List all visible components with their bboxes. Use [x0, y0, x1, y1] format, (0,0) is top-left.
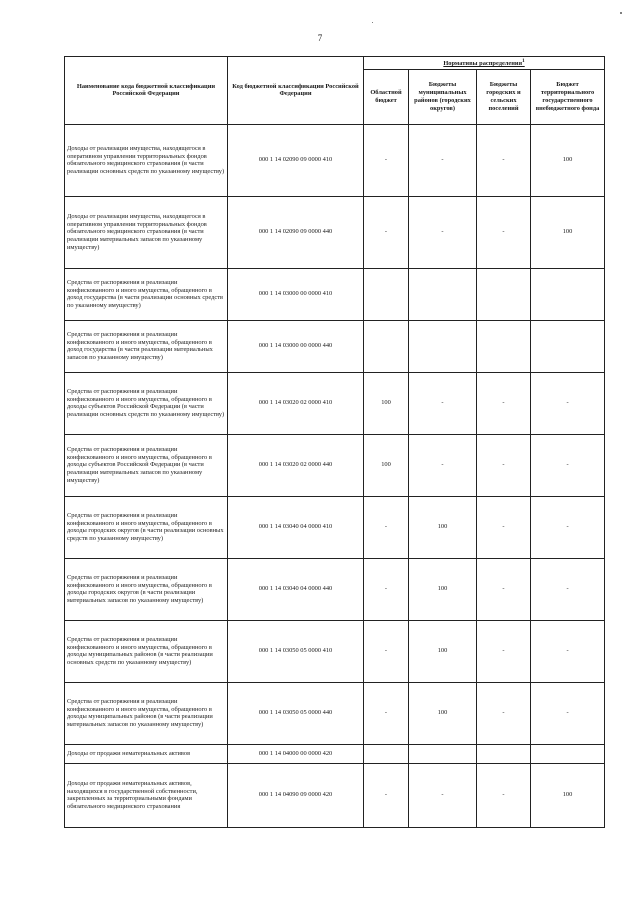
row-settlements: -	[477, 372, 531, 434]
row-code: 000 1 14 03000 00 0000 410	[228, 268, 364, 320]
row-municipal: 100	[409, 620, 477, 682]
row-name: Доходы от продажи нематериальных активов, находящихся в государственной собственности, закрепленных за территориальными фондами обязательного медицинского страхования	[65, 763, 228, 827]
table-row	[65, 196, 605, 268]
footnote-marker: 1	[522, 58, 525, 64]
row-fund: -	[531, 372, 605, 434]
row-municipal: -	[409, 763, 477, 827]
header-distribution-norms	[364, 57, 605, 70]
header-name: Наименование кода бюджетной классификации Российской Федерации	[65, 57, 228, 125]
row-regional: -	[364, 496, 409, 558]
row-name: Средства от распоряжения и реализации конфискованного и иного имущества, обращенного в доход государства (в части реализации материальных запасов по указанному имуществу)	[65, 320, 228, 372]
row-fund: -	[531, 620, 605, 682]
row-fund	[531, 320, 605, 372]
page-number: 7	[317, 33, 323, 43]
row-name: Доходы от продажи нематериальных активов	[65, 744, 228, 763]
row-regional: -	[364, 620, 409, 682]
table-row	[65, 744, 605, 763]
row-municipal: 100	[409, 496, 477, 558]
table-row	[65, 558, 605, 620]
row-municipal: -	[409, 372, 477, 434]
row-settlements: -	[477, 620, 531, 682]
header-group-label: Нормативы распределения	[443, 60, 523, 68]
row-regional: 100	[364, 372, 409, 434]
table-row	[65, 763, 605, 827]
row-name: Средства от распоряжения и реализации конфискованного и иного имущества, обращенного в доходы муниципальных районов (в части реализации материальных запасов по указанному имуществу)	[65, 682, 228, 744]
row-name: Средства от распоряжения и реализации конфискованного и иного имущества, обращенного в доходы городских округов (в части реализации материальных запасов по указанному имуществу)	[65, 558, 228, 620]
row-regional	[364, 320, 409, 372]
row-regional: -	[364, 196, 409, 268]
row-regional	[364, 744, 409, 763]
row-fund: -	[531, 558, 605, 620]
row-code: 000 1 14 03020 02 0000 440	[228, 434, 364, 496]
row-regional: -	[364, 763, 409, 827]
row-name: Доходы от реализации имущества, находящегося в оперативном управлении территориальных фондов обязательного медицинского страхования (в части реализации материальных запасов по указанному имуществу)	[65, 196, 228, 268]
scan-speck	[372, 22, 373, 23]
row-name: Средства от распоряжения и реализации конфискованного и иного имущества, обращенного в доходы субъектов Российской Федерации (в части реализации основных средств по указанному имуществу)	[65, 372, 228, 434]
table-row	[65, 268, 605, 320]
row-municipal: 100	[409, 682, 477, 744]
row-municipal	[409, 320, 477, 372]
header-code: Код бюджетной классификации Российской Федерации	[228, 57, 364, 125]
row-settlements: -	[477, 763, 531, 827]
scan-speck	[620, 12, 622, 14]
row-settlements: -	[477, 682, 531, 744]
header-municipal: Бюджеты муниципальных районов (городских округов)	[409, 69, 477, 124]
row-fund: -	[531, 496, 605, 558]
row-municipal: -	[409, 124, 477, 196]
row-settlements	[477, 268, 531, 320]
row-settlements	[477, 320, 531, 372]
row-regional: -	[364, 682, 409, 744]
header-settlements: Бюджеты городских и сельских поселений	[477, 69, 531, 124]
row-municipal: 100	[409, 558, 477, 620]
row-name: Средства от распоряжения и реализации конфискованного и иного имущества, обращенного в доходы городских округов (в части реализации основных средств по указанному имуществу)	[65, 496, 228, 558]
row-municipal: -	[409, 196, 477, 268]
row-municipal	[409, 268, 477, 320]
row-fund	[531, 744, 605, 763]
table-row	[65, 320, 605, 372]
table-row	[65, 620, 605, 682]
row-settlements	[477, 744, 531, 763]
row-regional: -	[364, 124, 409, 196]
row-regional: 100	[364, 434, 409, 496]
row-fund: -	[531, 682, 605, 744]
row-code: 000 1 14 02090 09 0000 440	[228, 196, 364, 268]
distribution-norms-table	[64, 56, 605, 828]
header-regional: Областной бюджет	[364, 69, 409, 124]
row-settlements: -	[477, 558, 531, 620]
row-regional	[364, 268, 409, 320]
header-fund: Бюджет территориального государственного внебюджетного фонда	[531, 69, 605, 124]
row-name: Средства от распоряжения и реализации конфискованного и иного имущества, обращенного в доходы муниципальных районов (в части реализации основных средств по указанному имуществу)	[65, 620, 228, 682]
table-row	[65, 496, 605, 558]
row-code: 000 1 14 02090 09 0000 410	[228, 124, 364, 196]
row-municipal: -	[409, 434, 477, 496]
row-code: 000 1 14 03050 05 0000 410	[228, 620, 364, 682]
table-row	[65, 124, 605, 196]
row-code: 000 1 14 03050 05 0000 440	[228, 682, 364, 744]
row-name: Средства от распоряжения и реализации конфискованного и иного имущества, обращенного в доходы субъектов Российской Федерации (в части реализации материальных запасов по указанному имуществу)	[65, 434, 228, 496]
row-code: 000 1 14 03040 04 0000 410	[228, 496, 364, 558]
row-regional: -	[364, 558, 409, 620]
row-fund: 100	[531, 124, 605, 196]
row-code: 000 1 14 03040 04 0000 440	[228, 558, 364, 620]
row-settlements: -	[477, 124, 531, 196]
row-name: Доходы от реализации имущества, находящегося в оперативном управлении территориальных фондов обязательного медицинского страхования (в части реализации основных средств по указанному имуществу)	[65, 124, 228, 196]
row-fund: 100	[531, 196, 605, 268]
row-municipal	[409, 744, 477, 763]
table-row	[65, 372, 605, 434]
row-fund: -	[531, 434, 605, 496]
row-code: 000 1 14 03000 00 0000 440	[228, 320, 364, 372]
table-row	[65, 434, 605, 496]
row-settlements: -	[477, 196, 531, 268]
row-name: Средства от распоряжения и реализации конфискованного и иного имущества, обращенного в доход государства (в части реализации основных средств по указанному имуществу)	[65, 268, 228, 320]
row-code: 000 1 14 04000 00 0000 420	[228, 744, 364, 763]
row-code: 000 1 14 03020 02 0000 410	[228, 372, 364, 434]
row-code: 000 1 14 04090 09 0000 420	[228, 763, 364, 827]
row-settlements: -	[477, 496, 531, 558]
table-row	[65, 682, 605, 744]
row-fund	[531, 268, 605, 320]
row-fund: 100	[531, 763, 605, 827]
row-settlements: -	[477, 434, 531, 496]
